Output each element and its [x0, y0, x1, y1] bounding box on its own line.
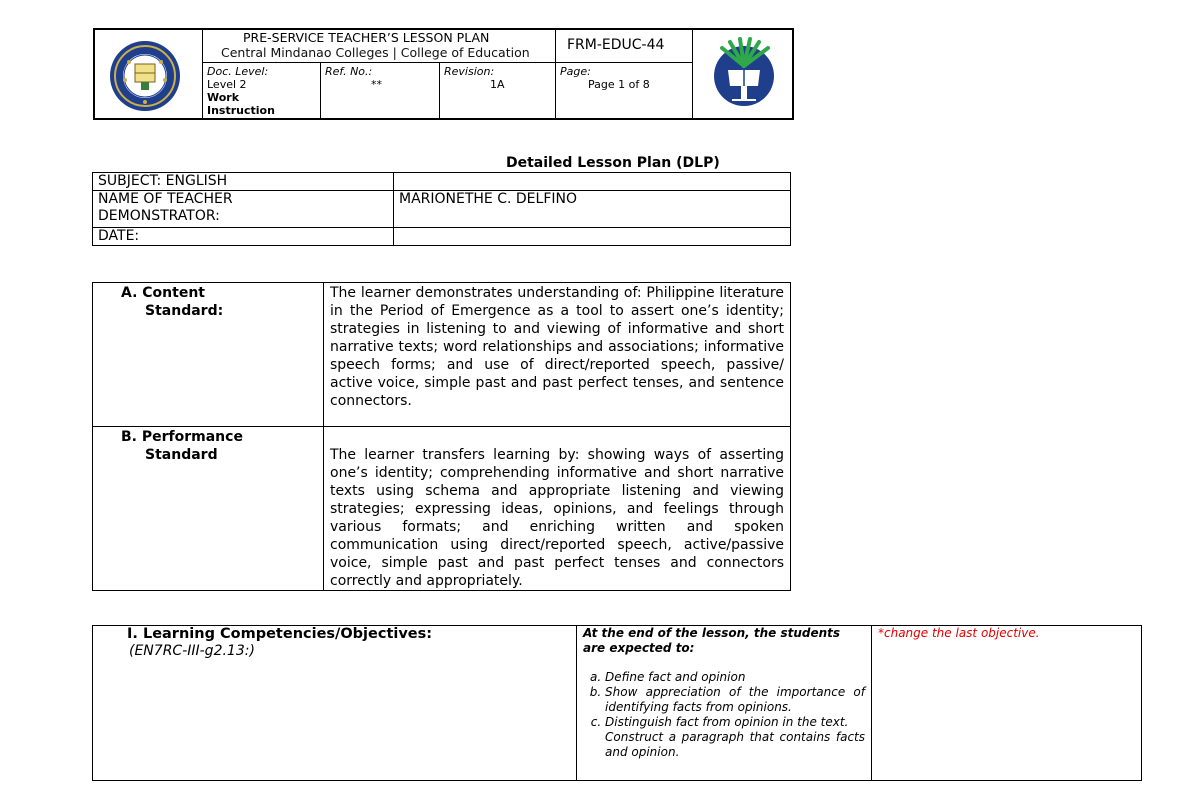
- document-title: Detailed Lesson Plan (DLP): [506, 155, 720, 171]
- form-title: PRE-SERVICE TEACHER’S LESSON PLAN: [243, 30, 490, 45]
- performance-standard-row: [93, 427, 791, 591]
- date-label-cell: DATE:: [93, 228, 394, 246]
- doc-level-type-2: Instruction: [207, 104, 275, 117]
- revision-note: *change the last objective.: [878, 626, 1040, 640]
- objectives-list-cell: [577, 626, 872, 781]
- college-seal-icon: [109, 40, 181, 112]
- objectives-label: I. Learning Competencies/Objectives:: [127, 626, 433, 642]
- subject-row: [93, 173, 791, 191]
- institution-name: Central Mindanao Colleges | College of Education: [221, 45, 530, 60]
- competency-code: (EN7RC-III-g2.13:): [129, 643, 255, 659]
- revision-value: 1A: [490, 78, 505, 91]
- subject-value-cell: [394, 173, 791, 191]
- form-code: FRM-EDUC-44: [567, 37, 665, 53]
- content-label-line-1: A. Content: [121, 285, 205, 301]
- objectives-intro: At the end of the lesson, the students are expected to:: [583, 626, 841, 655]
- doc-level-label: Doc. Level:: [207, 65, 269, 78]
- standards-table: [92, 282, 791, 591]
- objective-item: a. Define fact and opinion: [605, 670, 865, 685]
- performance-label-line-1: B. Performance: [121, 429, 243, 445]
- date-row: [93, 228, 791, 246]
- objective-item: b. Show appreciation of the importance of identifying facts from opinions.: [605, 685, 865, 715]
- page-value: Page 1 of 8: [588, 78, 650, 91]
- performance-label-line-2: Standard: [145, 447, 218, 463]
- objectives-table: [92, 625, 1142, 781]
- content-standard-text: The learner demonstrates understanding of: Philippine literature in the Period of Emergence as a tool to assert one’s identity; strategies in listening to and viewing of informative and short narrative texts; word relationships and associations; informative speech forms; and use of direct/reported speech, passive/ active voice, simple past and past perfect tenses, and sentence connectors.: [324, 283, 791, 427]
- teacher-label-cell: [93, 191, 394, 228]
- objective-extra: Construct a paragraph that contains facts and opinion.: [605, 730, 865, 759]
- teacher-row: [93, 191, 791, 228]
- objectives-list: [583, 670, 865, 730]
- objectives-label-cell: [93, 626, 577, 781]
- doc-level-value: Level 2: [207, 78, 247, 91]
- performance-standard-label: [93, 427, 324, 591]
- objectives-row: [93, 626, 1142, 781]
- content-standard-label: [93, 283, 324, 427]
- performance-standard-text: The learner transfers learning by: showing ways of asserting one’s identity; comprehending informative and short narrative texts using schema and appropriate listening and viewing strategies; expressing ideas, opinions, and feelings through various formats; and enriching written and spoken communication using direct/reported speech, active/passive voice, simple past and past perfect tenses and connectors correctly and appropriately.: [324, 427, 791, 591]
- teacher-name-cell: MARIONETHE C. DELFINO: [394, 191, 791, 228]
- subject-cell: SUBJECT: ENGLISH: [93, 173, 394, 191]
- ref-no-label: Ref. No.:: [325, 65, 373, 78]
- doc-level-type-1: Work: [207, 91, 240, 104]
- ref-no-value: **: [371, 78, 382, 91]
- form-header: [93, 28, 794, 120]
- objective-item: c. Distinguish fact from opinion in the text.: [605, 715, 865, 730]
- objectives-note-cell: [872, 626, 1142, 781]
- lesson-info-table: [92, 172, 791, 246]
- content-label-line-2: Standard:: [145, 303, 224, 319]
- teacher-label-line-2: DEMONSTRATOR:: [98, 208, 220, 224]
- content-standard-row: [93, 283, 791, 427]
- teacher-label-line-1: NAME OF TEACHER: [98, 191, 233, 207]
- education-emblem-icon: [708, 36, 780, 112]
- date-value-cell: [394, 228, 791, 246]
- page-label: Page:: [560, 65, 591, 78]
- revision-label: Revision:: [444, 65, 495, 78]
